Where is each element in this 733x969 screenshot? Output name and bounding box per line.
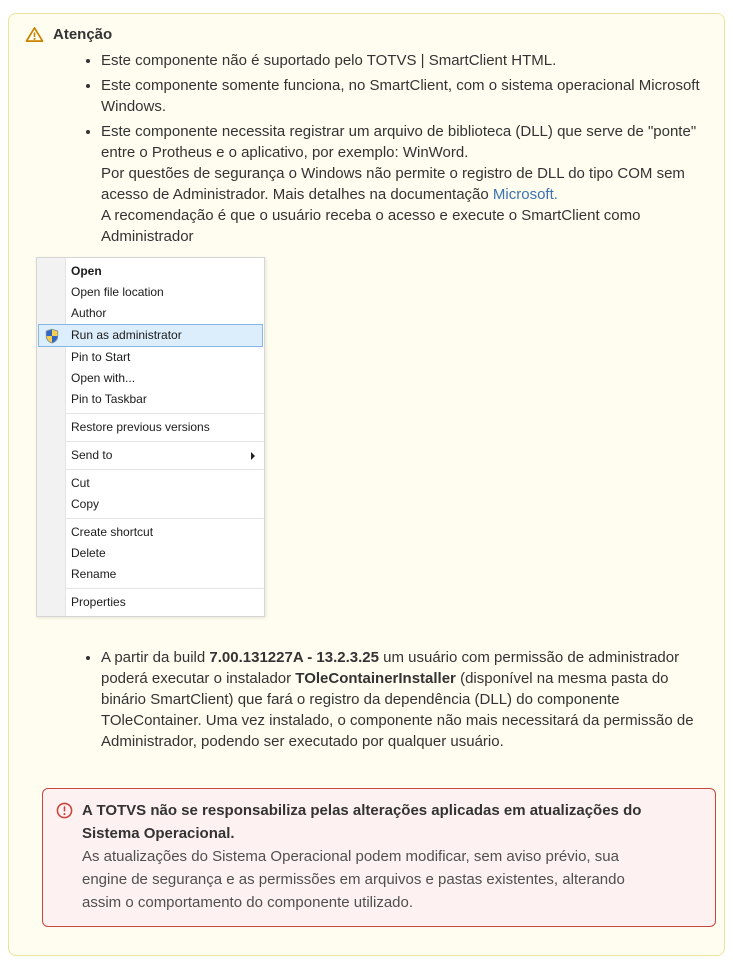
menu-item-label: Author [71, 306, 107, 320]
paragraph [101, 163, 716, 205]
text-run: TOleContainerInstaller [295, 670, 456, 687]
text-run: A partir da build [101, 649, 210, 666]
text-run: 7.00.131227A - 13.2.3.25 [209, 649, 379, 666]
error-text [82, 799, 667, 914]
paragraph [101, 50, 716, 71]
menu-item-send-to[interactable] [37, 445, 264, 466]
menu-item-restore-previous-versions[interactable] [37, 417, 264, 438]
context-menu [36, 257, 265, 617]
menu-item-author[interactable] [37, 303, 264, 324]
menu-item-delete[interactable] [37, 543, 264, 564]
paragraph [101, 647, 716, 752]
submenu-arrow-icon [251, 452, 255, 460]
text-run: Este componente somente funciona, no SmartClient, com o sistema operacional Microsoft Windows. [101, 77, 700, 115]
menu-item-label: Run as administrator [71, 328, 182, 342]
menu-separator [66, 413, 264, 414]
list-item [101, 50, 716, 71]
menu-item-label: Cut [71, 476, 90, 490]
menu-item-label: Open [71, 264, 102, 278]
menu-item-create-shortcut[interactable] [37, 522, 264, 543]
menu-item-properties[interactable] [37, 592, 264, 613]
paragraph [101, 121, 716, 163]
error-body: As atualizações do Sistema Operacional podem modificar, sem aviso prévio, sua engine de segurança e as permissões em arquivos e pastas existentes, alterando assim o comportamento do componente utilizado. [82, 848, 625, 911]
menu-item-pin-to-taskbar[interactable] [37, 389, 264, 410]
text-run: Este componente não é suportado pelo TOTVS | SmartClient HTML. [101, 52, 557, 69]
menu-item-label: Pin to Start [71, 350, 131, 364]
bullet-list-after [25, 647, 716, 752]
text-run: um usuário com permissão de administrador poderá executar o instalador [101, 649, 680, 687]
text-run: A recomendação é que o usuário receba o acesso e execute o SmartClient como Administrador [101, 207, 641, 245]
bullet-list [25, 50, 716, 247]
attention-note-panel [8, 13, 725, 956]
menu-item-label: Pin to Taskbar [71, 392, 147, 406]
text-run: (disponível na mesma pasta do binário SmartClient) que fará o registro da dependência (DLL) do componente TOleContainer. Uma vez instalado, o componente não mais necessitará da permissão de Administrador, podendo ser executado por qualquer usuário. [101, 670, 694, 750]
error-circle-icon [56, 802, 73, 819]
list-item [101, 121, 716, 247]
menu-item-open-with[interactable] [37, 368, 264, 389]
menu-separator [66, 441, 264, 442]
list-item [101, 647, 716, 752]
menu-item-label: Send to [71, 448, 113, 462]
error-title: A TOTVS não se responsabiliza pelas alterações aplicadas em atualizações do Sistema Operacional. [82, 802, 642, 842]
menu-item-open-file-location[interactable] [37, 282, 264, 303]
menu-item-label: Open file location [71, 285, 164, 299]
menu-item-label: Delete [71, 546, 106, 560]
menu-item-label: Copy [71, 497, 100, 511]
note-header [25, 24, 716, 43]
error-note-panel [42, 788, 716, 927]
text-run: Por questões de segurança o Windows não permite o registro de DLL do tipo COM sem acesso de Administrador. Mais detalhes na documentação [101, 165, 685, 203]
paragraph [101, 205, 716, 247]
menu-item-label: Rename [71, 567, 117, 581]
paragraph [101, 75, 716, 117]
warning-triangle-icon [25, 26, 44, 43]
menu-item-run-as-administrator[interactable] [38, 324, 263, 347]
menu-item-rename[interactable] [37, 564, 264, 585]
text-run: Este componente necessita registrar um arquivo de biblioteca (DLL) que serve de "ponte" entre o Protheus e o aplicativo, por exemplo: WinWord. [101, 123, 697, 161]
menu-separator [66, 469, 264, 470]
menu-item-label: Create shortcut [71, 525, 154, 539]
menu-separator [66, 588, 264, 589]
menu-item-label: Open with... [71, 371, 136, 385]
menu-item-open[interactable] [37, 261, 264, 282]
menu-item-copy[interactable] [37, 494, 264, 515]
menu-item-cut[interactable] [37, 473, 264, 494]
menu-item-pin-to-start[interactable] [37, 347, 264, 368]
menu-item-label: Properties [71, 595, 126, 609]
list-item [101, 75, 716, 117]
microsoft-link[interactable]: Microsoft. [492, 186, 558, 203]
menu-separator [66, 518, 264, 519]
note-title: Atenção [53, 26, 113, 43]
uac-shield-icon [44, 328, 60, 344]
menu-item-label: Restore previous versions [71, 420, 210, 434]
